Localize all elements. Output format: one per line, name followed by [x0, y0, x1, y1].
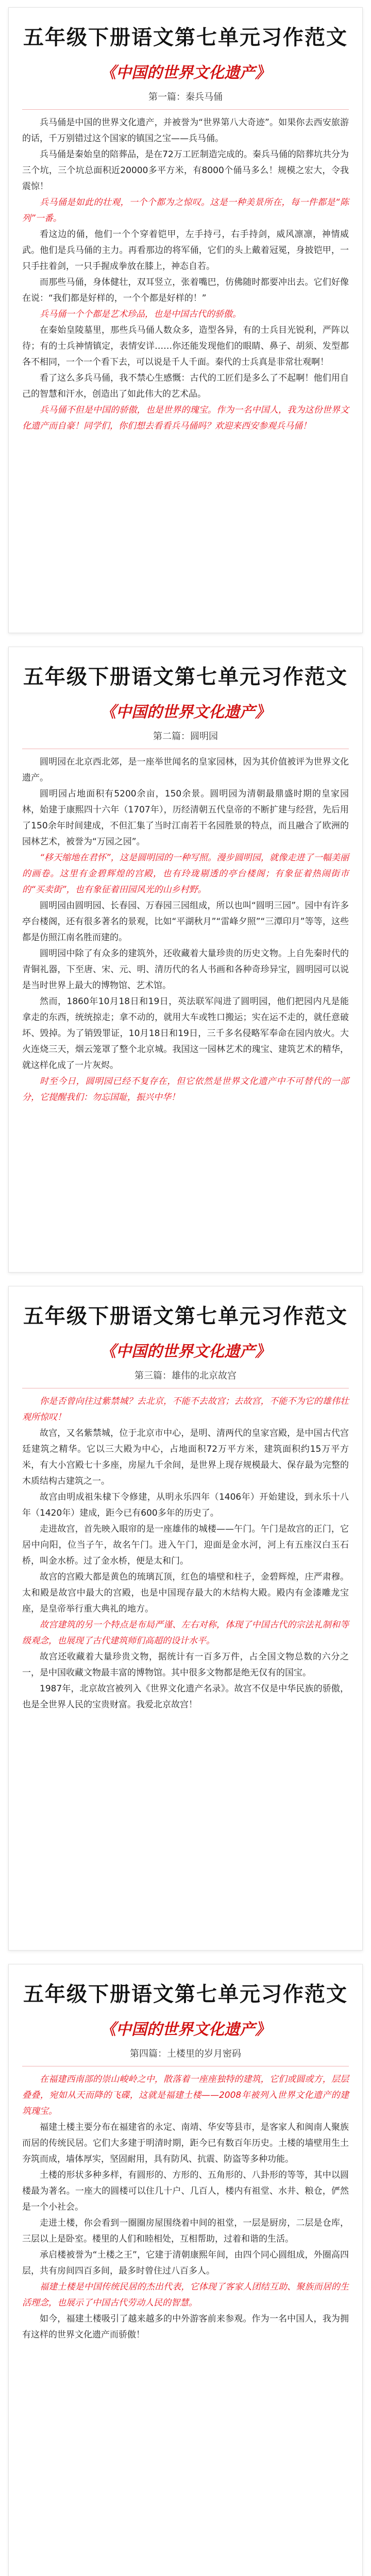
- body-paragraph: 如今，福建土楼吸引了越来越多的中外游客前来参观。作为一名中国人，我为拥有这样的世界文化遗产而骄傲！: [22, 2314, 349, 2340]
- body-paragraph: 然而，1860年10月18日和19日，英法联军闯进了圆明园，他们把园内凡是能拿走的东西，统统掠走；拿不动的，就用大车或牲口搬运；实在运不走的，就任意破坏、毁掉。为了销毁罪证，10月18日和19日，三千多名侵略军奉命在园内放火。大火连烧三天，烟云笼罩了整个北京城。我国这一园林艺术的瑰宝、建筑艺术的精华，就这样化成了一片灰烬。: [22, 996, 349, 1071]
- body-paragraph: 土楼的形状多种多样，有圆形的、方形的、五角形的、八卦形的等等，其中以圆楼最为著名。一座大的圆楼可以住几十户、几百人，楼内有祖堂、水井、粮仓，俨然是一个小社会。: [22, 2170, 349, 2212]
- body-paragraph: 而那些马俑，身体健壮，双耳竖立，张着嘴巴，仿佛随时都要冲出去。它们好像在说：“我们都是好样的，一个个都是好样的！”: [22, 277, 349, 303]
- body-paragraph: 兵马俑是中国的世界文化遗产，并被誉为“世界第八大奇迹”。如果你去西安旅游的话，千万别错过这个国家的镇国之宝——兵马俑。: [22, 117, 349, 144]
- body-paragraph: 走进故宫，首先映入眼帘的是一座雄伟的城楼——午门。午门是故宫的正门，它居中向阳，位当子午，故名午门。进入午门，迎面是金水河，河上有五座汉白玉石桥，叫金水桥。过了金水桥，便是太和门。: [22, 1524, 349, 1566]
- highlight-paragraph: 兵马俑一个个都是艺术珍品，也是中国古代的骄傲。: [40, 309, 241, 319]
- body-paragraph: 圆明园占地面积有5200余亩，150余景。圆明园为清朝最鼎盛时期的皇家园林，始建于康熙四十六年（1707年），历经清朝五代皇帝的不断扩建与经营，先后用了150余年时间建成，不但汇集了当时江南若干名园胜景的特点，而且融合了欧洲的园林艺术，被誉为“万园之园”。: [22, 789, 349, 847]
- essay-card: [8, 1964, 363, 2576]
- body-paragraph: 看了这么多兵马俑，我不禁心生感慨：古代的工匠们是多么了不起啊！他们用自己的智慧和汗水，创造出了如此伟大的艺术品。: [22, 373, 349, 399]
- card-title: 五年级下册语文第七单元习作范文: [23, 1304, 348, 1328]
- body-paragraph: 故宫的宫殿大都是黄色的琉璃瓦顶，红色的墙壁和柱子，金碧辉煌，庄严肃穆。太和殿是故宫中最大的宫殿，也是中国现存最大的木结构大殿。殿内有金漆雕龙宝座，是皇帝举行重大典礼的地方。: [22, 1572, 349, 1614]
- highlight-paragraph: “移天缩地在君怀”，这是圆明园的一种写照。漫步圆明园，就像走进了一幅美丽的画卷。这里有金碧辉煌的宫殿，也有玲珑剔透的亭台楼阁；有象征着热闹街市的“买卖街”，也有象征着田园风光的山乡村野。: [22, 853, 349, 895]
- body-paragraph: 走进土楼，你会看到一圈圈房屋围绕着中间的祖堂，一层是厨房，二层是仓库，三层以上是卧室。楼里的人们和睦相处，互相帮助，过着和谐的生活。: [22, 2218, 349, 2244]
- highlight-paragraph: 福建土楼是中国传统民居的杰出代表，它体现了客家人团结互助、聚族而居的生活理念，也展示了中国古代劳动人民的智慧。: [22, 2282, 349, 2308]
- essay-card: [8, 7, 363, 633]
- essay-subtitle: 《中国的世界文化遗产》: [100, 64, 271, 82]
- highlight-paragraph: 兵马俑不但是中国的骄傲，也是世界的瑰宝。作为一名中国人，我为这份世界文化遗产而自豪！同学们，你们想去看看兵马俑吗？欢迎来西安参观兵马俑！: [22, 405, 349, 431]
- card-title: 五年级下册语文第七单元习作范文: [23, 665, 348, 689]
- essay-subtitle: 《中国的世界文化遗产》: [100, 2021, 271, 2039]
- divider: [22, 109, 349, 110]
- body-paragraph: 福建土楼主要分布在福建省的永定、南靖、华安等县市，是客家人和闽南人聚族而居的传统民居。它们大多建于明清时期，距今已有数百年历史。土楼的墙壁用生土夯筑而成，墙体厚实，坚固耐用，具有防风、抗震、防盗等多种功能。: [22, 2122, 349, 2164]
- body-paragraph: 看这边的俑，他们一个个穿着铠甲，左手持弓，右手持剑，威风凛凛，神情威武。他们是兵马俑的主力。再看那边的将军俑，它们的头上戴着冠冕，身披铠甲，一只手拄着剑，一只手握成拳放在膝上，神态自若。: [22, 229, 349, 272]
- body-paragraph: 故宫由明成祖朱棣下令修建，从明永乐四年（1406年）开始建设，到永乐十八年（1420年）建成，距今已有600多年的历史了。: [22, 1492, 349, 1518]
- body-paragraph: 在秦始皇陵墓里，那些兵马俑人数众多，造型各异，有的士兵目光锐利，严阵以待；有的士兵神情镇定，表情安详……你还能发现他们的眼睛、鼻子、胡须、发型都各不相同，一个一个看下去，可以说是千人千面。秦代的士兵真是非常壮观啊！: [22, 325, 349, 367]
- chapter-heading: 第四篇：土楼里的岁月密码: [130, 2048, 241, 2059]
- body-paragraph: 兵马俑是秦始皇的陪葬品，是在72万工匠制造完成的。秦兵马俑的陪葬坑共分为三个坑，三个坑总面积近20000多平方米，有8000个俑马多么！规模之宏大，令我震惊！: [22, 149, 349, 192]
- body-paragraph: 圆明园在北京西北郊，是一座举世闻名的皇家园林，因为其价值被评为世界文化遗产。: [22, 757, 349, 783]
- body-paragraph: 圆明园中除了有众多的建筑外，还收藏着大量珍贵的历史文物。上自先秦时代的青铜礼器，下至唐、宋、元、明、清历代的名人书画和各种奇珍异宝，圆明园可以说是当时世界上最大的博物馆、艺术馆。: [22, 948, 349, 991]
- body-paragraph: 1987年，北京故宫被列入《世界文化遗产名录》。故宫不仅是中华民族的骄傲，也是全世界人民的宝贵财富。我爱北京故宫！: [22, 1684, 349, 1710]
- essay-card: [8, 1286, 363, 1951]
- highlight-paragraph: 故宫建筑的另一个特点是布局严谨、左右对称，体现了中国古代的宗法礼制和等级观念，也展现了古代建筑师们高超的设计水平。: [22, 1620, 349, 1646]
- chapter-heading: 第一篇：秦兵马俑: [148, 92, 223, 103]
- card-separator: [0, 1951, 371, 1964]
- chapter-heading: 第三篇：雄伟的北京故宫: [134, 1370, 237, 1381]
- highlight-paragraph: 时至今日，圆明园已经不复存在，但它依然是世界文化遗产中不可替代的一部分，它提醒我们：勿忘国耻，振兴中华！: [22, 1076, 349, 1103]
- card-title: 五年级下册语文第七单元习作范文: [23, 1982, 348, 2006]
- card-separator: [0, 633, 371, 647]
- essay-subtitle: 《中国的世界文化遗产》: [100, 1343, 271, 1361]
- highlight-paragraph: 你是否曾向往过紫禁城？去北京，不能不去故宫；去故宫，不能不为它的雄伟壮观所惊叹！: [22, 1396, 349, 1422]
- highlight-paragraph: 在福建西南部的崇山峻岭之中，散落着一座座独特的建筑，它们或圆或方，层层叠叠，宛如从天而降的飞碟，这就是福建土楼——2008年被列入世界文化遗产的建筑瑰宝。: [22, 2074, 349, 2116]
- body-paragraph: 承启楼被誉为“土楼之王”，它建于清朝康熙年间，由四个同心圆组成，外圈高四层，共有房间四百多间，最多时曾住过八百多人。: [22, 2250, 349, 2276]
- body-paragraph: 故宫还收藏着大量珍贵文物，据统计有一百多万件，占全国文物总数的六分之一，是中国收藏文物最丰富的博物馆。其中很多文物都是绝无仅有的国宝。: [22, 1652, 349, 1678]
- card-title: 五年级下册语文第七单元习作范文: [23, 26, 348, 49]
- card-separator: [0, 1273, 371, 1286]
- essay-subtitle: 《中国的世界文化遗产》: [100, 703, 271, 721]
- body-paragraph: 故宫，又名紫禁城，位于北京市中心，是明、清两代的皇家宫殿，是中国古代宫廷建筑之精华。它以三大殿为中心，占地面积72万平方米，建筑面积约15万平方米，有大小宫殿七十多座，房屋九千余间，是世界上现存规模最大、保存最为完整的木质结构古建筑之一。: [22, 1428, 349, 1486]
- essay-card: [8, 647, 363, 1273]
- highlight-paragraph: 兵马俑是如此的壮观，一个个都为之惊叹。这是一种美景所在，每一件都是“陈列”一番。: [22, 197, 349, 224]
- chapter-heading: 第二篇：圆明园: [153, 731, 218, 742]
- card-separator: [0, 0, 371, 7]
- body-paragraph: 圆明园由圆明园、长春园、万春园三园组成，所以也叫“圆明三园”。园中有许多亭台楼阁，还有很多著名的景观，比如“平湖秋月”“雷峰夕照”“三潭印月”等等，这些都是仿照江南名胜而建的。: [22, 901, 349, 943]
